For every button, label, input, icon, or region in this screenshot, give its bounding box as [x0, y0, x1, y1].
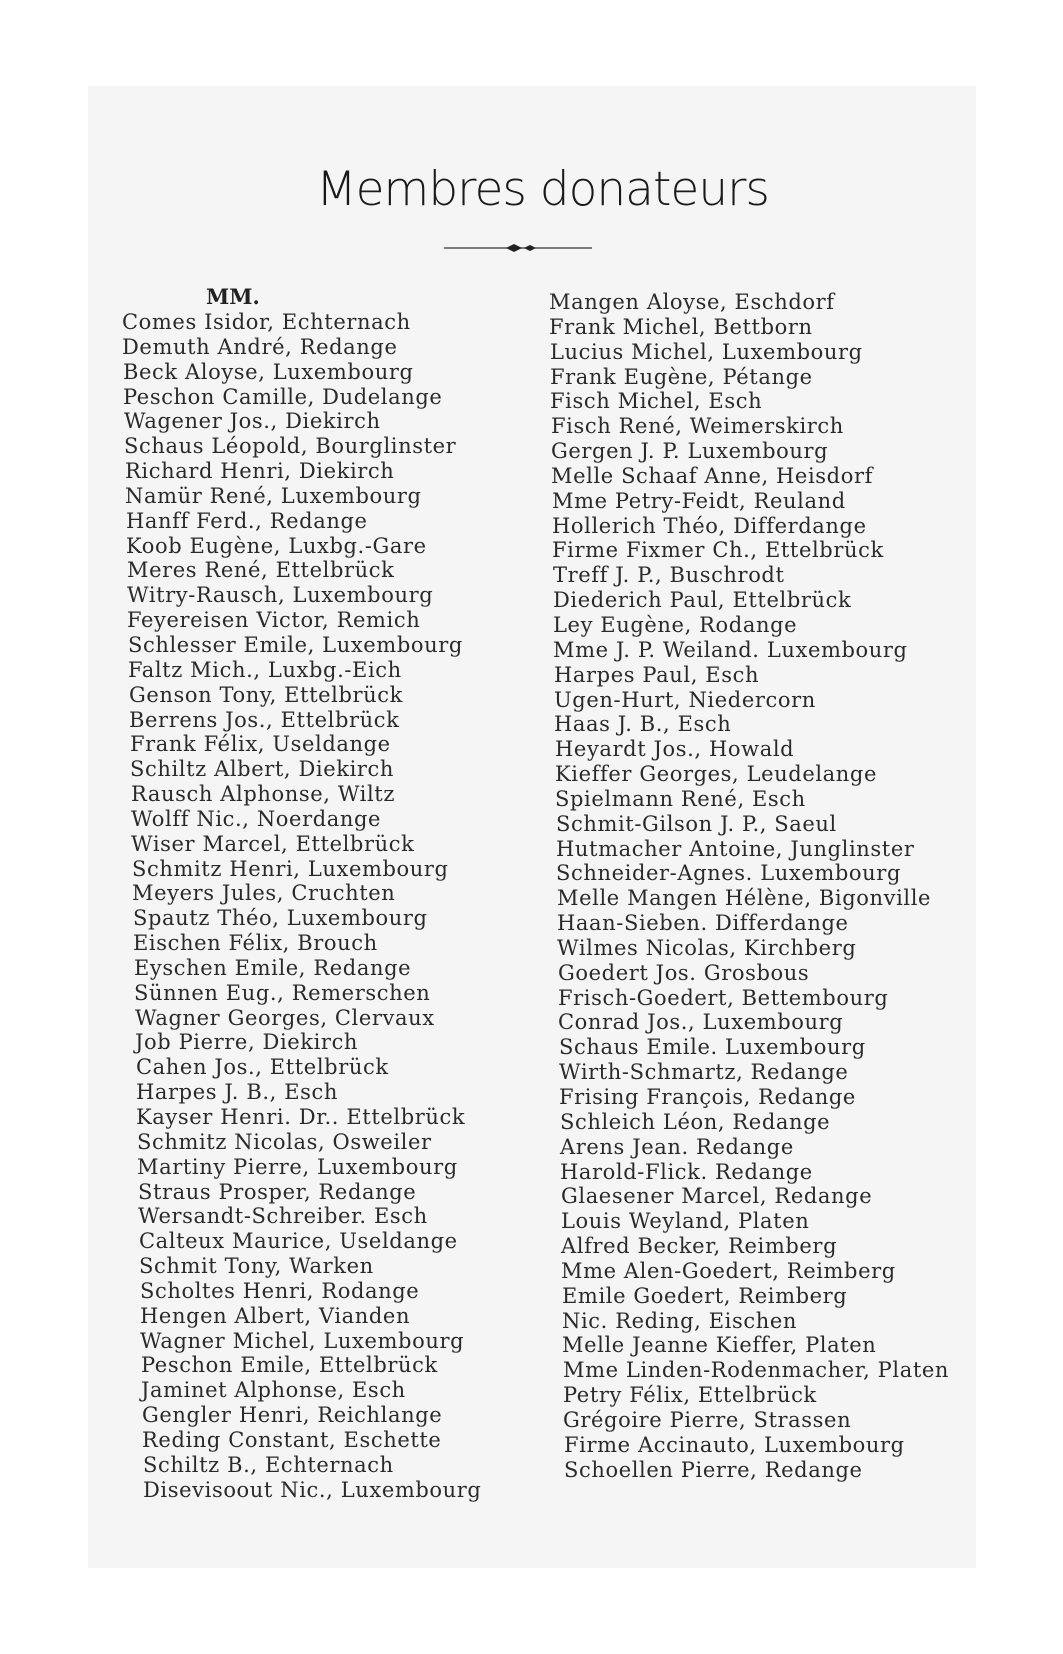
- donor-entry: Scholtes Henri, Rodange: [140, 1278, 420, 1303]
- page-title: Membres donateurs: [316, 162, 769, 217]
- donor-entry: Fisch René, Weimerskirch: [551, 414, 844, 439]
- donor-entry: Job Pierre, Diekirch: [135, 1030, 359, 1055]
- donor-entry: Melle Jeanne Kieffer, Platen: [562, 1333, 877, 1358]
- donor-entry: Haan-Sieben. Differdange: [557, 911, 849, 936]
- donor-entry: Gergen J. P. Luxembourg: [551, 439, 829, 464]
- donor-entry: Calteux Maurice, Useldange: [139, 1229, 458, 1254]
- donor-entry: Schoellen Pierre, Redange: [564, 1457, 863, 1482]
- donor-entry: Meres René, Ettelbrück: [127, 558, 395, 583]
- donor-entry: Schneider-Agnes. Luxembourg: [556, 861, 901, 886]
- donor-entry: Goedert Jos. Grosbous: [558, 960, 810, 985]
- donor-entry: Heyardt Jos., Howald: [555, 737, 795, 762]
- donor-entry: Ugen-Hurt, Niedercorn: [554, 687, 816, 712]
- donor-list-left: [122, 310, 481, 1503]
- donor-entry: Wagener Jos., Diekirch: [124, 409, 381, 434]
- donor-entry: Schlesser Emile, Luxembourg: [128, 632, 463, 657]
- donor-entry: Peschon Emile, Ettelbrück: [141, 1353, 438, 1378]
- donor-entry: Schmitz Henri, Luxembourg: [132, 856, 449, 881]
- donor-list-right: [549, 290, 949, 1483]
- donor-entry: Schmitz Nicolas, Osweiler: [137, 1129, 432, 1154]
- donor-entry: Wolff Nic., Noerdange: [131, 806, 382, 831]
- donor-entry: Gengler Henri, Reichlange: [142, 1403, 443, 1428]
- donor-entry: Mme Alen-Goedert, Reimberg: [561, 1258, 896, 1283]
- donor-entry: Cahen Jos., Ettelbrück: [136, 1055, 389, 1080]
- donor-entry: Wersandt-Schreiber. Esch: [138, 1204, 428, 1229]
- donor-entry: Harpes J. B., Esch: [136, 1080, 338, 1105]
- donor-entry: Hutmacher Antoine, Junglinster: [556, 836, 915, 861]
- donor-entry: Demuth André, Redange: [122, 334, 398, 359]
- donor-entry: Disevisoout Nic., Luxembourg: [143, 1477, 482, 1502]
- donor-entry: Genson Tony, Ettelbrück: [129, 682, 403, 707]
- donor-entry: Richard Henri, Diekirch: [125, 459, 395, 484]
- donor-entry: Haas J. B., Esch: [554, 712, 732, 737]
- donor-entry: Mme J. P. Weiland. Luxembourg: [553, 637, 908, 662]
- donor-entry: Frising François, Redange: [559, 1085, 856, 1109]
- title-ornament: [444, 242, 592, 254]
- donor-entry: Spautz Théo, Luxembourg: [133, 906, 428, 931]
- donor-entry: Harpes Paul, Esch: [554, 662, 760, 687]
- donor-entry: Rausch Alphonse, Wiltz: [131, 782, 396, 807]
- donor-entry: Frisch-Goedert, Bettembourg: [558, 985, 889, 1010]
- donor-entry: Frank Félix, Useldange: [130, 732, 391, 757]
- donor-entry: Spielmann René, Esch: [555, 786, 806, 811]
- donor-entry: Schleich Léon, Redange: [560, 1109, 831, 1134]
- donor-entry: Firme Fixmer Ch., Ettelbrück: [552, 538, 884, 563]
- donor-entry: Meyers Jules, Cruchten: [132, 881, 396, 906]
- donor-entry: Melle Mangen Hélène, Bigonville: [557, 886, 932, 911]
- donor-entry: Glaesener Marcel, Redange: [561, 1184, 873, 1209]
- donor-entry: Frank Eugène, Pétange: [550, 364, 813, 389]
- donor-entry: Arens Jean. Redange: [560, 1134, 794, 1159]
- donor-entry: Sünnen Eug., Remerschen: [134, 980, 431, 1005]
- donor-entry: Mme Linden-Rodenmacher, Platen: [563, 1358, 950, 1383]
- donor-entry: Hengen Albert, Vianden: [140, 1303, 411, 1328]
- donor-entry: Wirth-Schmartz, Redange: [559, 1060, 849, 1085]
- donor-entry: Witry-Rausch, Luxembourg: [127, 583, 434, 608]
- donor-entry: Wilmes Nicolas, Kirchberg: [557, 935, 857, 960]
- donor-entry: Straus Prosper, Redange: [138, 1179, 417, 1204]
- donor-entry: Diederich Paul, Ettelbrück: [553, 588, 852, 613]
- donor-entry: Koob Eugène, Luxbg.-Gare: [126, 533, 427, 558]
- donor-entry: Schaus Emile. Luxembourg: [559, 1035, 866, 1060]
- donor-entry: Conrad Jos., Luxembourg: [558, 1010, 844, 1035]
- donor-entry: Louis Weyland, Platen: [561, 1209, 810, 1234]
- donor-entry: Reding Constant, Eschette: [142, 1427, 442, 1452]
- donor-entry: Schmit-Gilson J. P., Saeul: [556, 811, 837, 836]
- donor-entry: Eyschen Emile, Redange: [134, 955, 412, 980]
- donor-entry: Frank Michel, Bettborn: [549, 314, 813, 339]
- donor-entry: Faltz Mich., Luxbg.-Eich: [128, 657, 402, 682]
- donor-entry: Treff J. P., Buschrodt: [553, 563, 785, 588]
- donor-entry: Eischen Félix, Brouch: [133, 931, 378, 956]
- donor-entry: Berrens Jos., Ettelbrück: [129, 707, 400, 732]
- donor-entry: Emile Goedert, Reimberg: [562, 1283, 848, 1308]
- donor-entry: Nic. Reding, Eischen: [562, 1308, 797, 1333]
- donor-entry: Wiser Marcel, Ettelbrück: [131, 831, 415, 856]
- donor-entry: Ley Eugène, Rodange: [553, 612, 798, 637]
- donor-entry: Mme Petry-Feidt, Reuland: [552, 488, 846, 513]
- donor-entry: Beck Aloyse, Luxembourg: [123, 359, 414, 384]
- donor-entry: Feyereisen Victor, Remich: [127, 608, 421, 633]
- donor-entry: Firme Accinauto, Luxembourg: [564, 1432, 905, 1457]
- donor-entry: Fisch Michel, Esch: [550, 389, 763, 414]
- donor-entry: Kayser Henri. Dr.. Ettelbrück: [136, 1105, 466, 1129]
- donor-entry: Jaminet Alphonse, Esch: [141, 1378, 406, 1403]
- donor-entry: Hollerich Théo, Differdange: [552, 513, 867, 538]
- donor-entry: Martiny Pierre, Luxembourg: [137, 1154, 458, 1179]
- donor-entry: Mangen Aloyse, Eschdorf: [549, 290, 835, 314]
- donor-entry: Grégoire Pierre, Strassen: [563, 1407, 852, 1432]
- donor-entry: Hanff Ferd., Redange: [126, 508, 368, 533]
- donor-entry: Comes Isidor, Echternach: [122, 310, 411, 334]
- donor-entry: Wagner Georges, Clervaux: [135, 1005, 435, 1030]
- donor-entry: Wagner Michel, Luxembourg: [140, 1328, 465, 1353]
- donor-entry: Schmit Tony, Warken: [139, 1254, 374, 1279]
- salutation: MM.: [206, 284, 260, 309]
- donor-entry: Alfred Becker, Reimberg: [561, 1234, 838, 1259]
- donor-entry: Schaus Léopold, Bourglinster: [124, 434, 457, 459]
- donor-entry: Namür René, Luxembourg: [125, 483, 422, 508]
- donor-entry: Kieffer Georges, Leudelange: [555, 762, 878, 787]
- donor-entry: Lucius Michel, Luxembourg: [550, 339, 863, 364]
- donor-entry: Schiltz Albert, Diekirch: [130, 757, 395, 782]
- donor-entry: Melle Schaaf Anne, Heisdorf: [551, 463, 873, 488]
- donor-entry: Peschon Camille, Dudelange: [123, 384, 443, 409]
- donor-entry: Harold-Flick. Redange: [560, 1159, 813, 1184]
- donor-entry: Schiltz B., Echternach: [143, 1452, 394, 1477]
- donor-entry: Petry Félix, Ettelbrück: [563, 1383, 817, 1408]
